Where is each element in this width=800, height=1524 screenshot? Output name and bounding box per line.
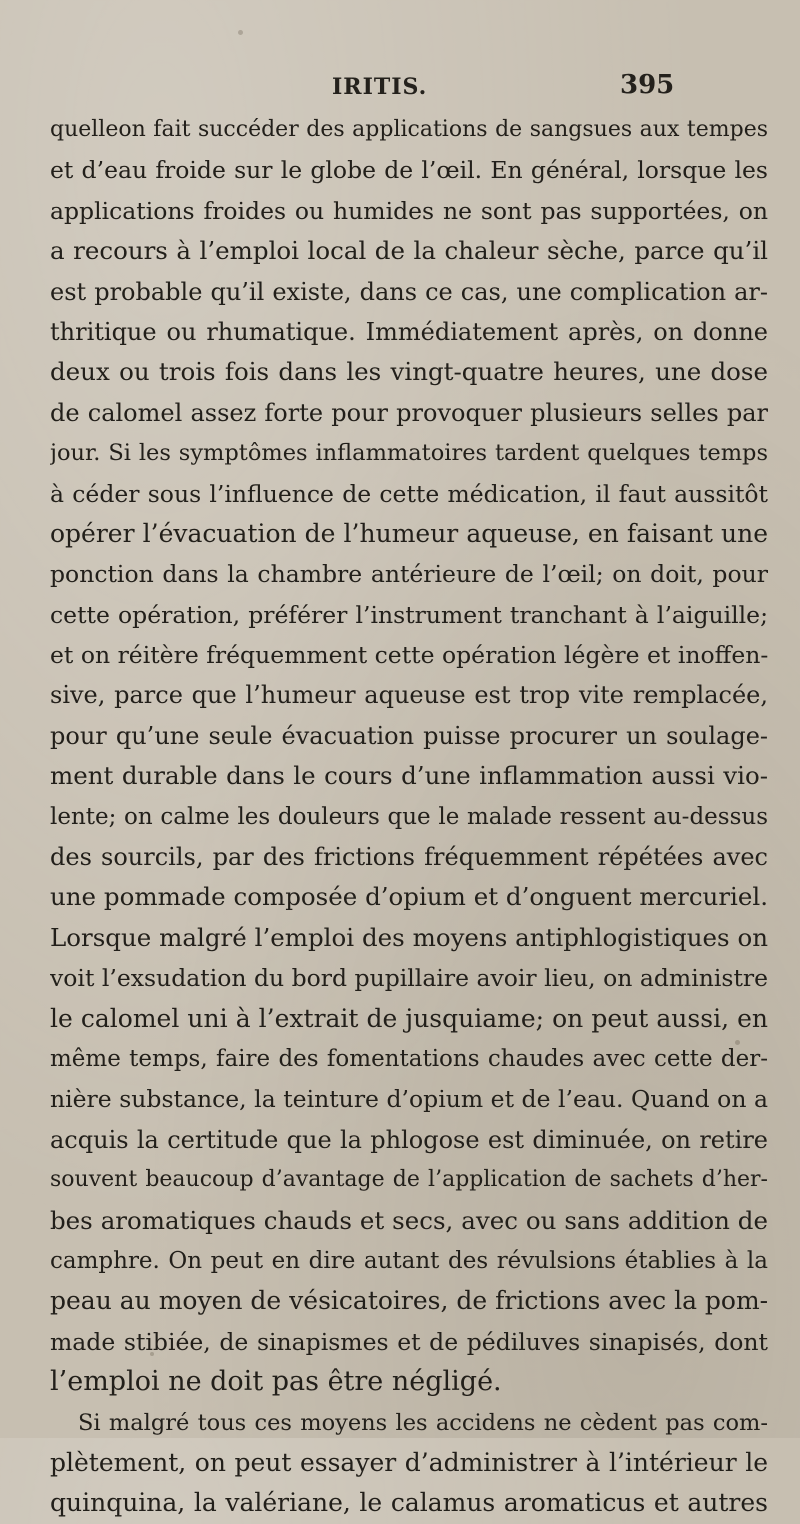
text-line: et on réitère fréquemment cette opération légère et inoffen- xyxy=(50,641,768,670)
text-line: de calomel assez forte pour provoquer plusieurs selles par xyxy=(50,398,768,427)
text-line: acquis la certitude que la phlogose est diminuée, on retire xyxy=(50,1125,768,1154)
text-line: peau au moyen de vésicatoires, de frictions avec la pom- xyxy=(50,1286,768,1316)
paragraph-end-line: l’emploi ne doit pas être négligé. xyxy=(50,1366,502,1398)
text-line: applications froides ou humides ne sont pas supportées, on xyxy=(50,196,768,225)
text-line: quinquina, la valériane, le calamus aromaticus et autres xyxy=(50,1488,768,1518)
text-line: opérer l’évacuation de l’humeur aqueuse, en faisant une xyxy=(50,518,768,548)
text-line: a recours à l’emploi local de la chaleur sèche, parce qu’il xyxy=(50,236,768,266)
running-head xyxy=(0,62,800,102)
text-line: voit l’exsudation du bord pupillaire avoir lieu, on administre xyxy=(50,964,768,993)
text-line: deux ou trois fois dans les vingt-quatre heures, une dose xyxy=(50,357,768,387)
text-line: lente; on calme les douleurs que le malade ressent au-dessus xyxy=(50,803,768,830)
body-text xyxy=(50,110,768,1524)
text-line: nière substance, la teinture d’opium et de l’eau. Quand on a xyxy=(50,1085,768,1114)
text-line: quelleon fait succéder des applications de sangsues aux tempes xyxy=(50,117,768,142)
text-line: cette opération, préférer l’instrument tranchant à l’aiguille; xyxy=(50,600,768,629)
text-line: ment durable dans le cours d’une inflammation aussi vio- xyxy=(50,761,768,791)
text-line: ponction dans la chambre antérieure de l’œil; on doit, pour xyxy=(50,560,768,589)
text-line: pour qu’une seule évacuation puisse procurer un soulage- xyxy=(50,721,768,750)
text-line: sive, parce que l’humeur aqueuse est trop vite remplacée, xyxy=(50,681,768,710)
text-line: jour. Si les symptômes inflammatoires tardent quelques temps xyxy=(50,440,768,467)
text-line: le calomel uni à l’extrait de jusquiame; on peut aussi, en xyxy=(50,1003,768,1033)
text-line: même temps, faire des fomentations chaudes avec cette der- xyxy=(50,1045,768,1072)
text-line: et d’eau froide sur le globe de l’œil. En général, lorsque les xyxy=(50,156,768,185)
text-line: à céder sous l’influence de cette médication, il faut aussitôt xyxy=(50,479,768,508)
text-line: est probable qu’il existe, dans ce cas, une complication ar- xyxy=(50,277,768,306)
text-line: plètement, on peut essayer d’administrer à l’intérieur le xyxy=(50,1447,768,1477)
text-line: made stibiée, de sinapismes et de pédiluves sinapisés, dont xyxy=(50,1327,768,1356)
text-line: bes aromatiques chauds et secs, avec ou sans addition de xyxy=(50,1205,768,1235)
text-line: thritique ou rhumatique. Immédiatement après, on donne xyxy=(50,317,768,346)
ink-speck xyxy=(238,30,243,35)
text-line: une pommade composée d’opium et d’onguent mercuriel. xyxy=(50,882,768,912)
text-line: camphre. On peut en dire autant des révulsions établies à la xyxy=(50,1247,768,1274)
text-line: souvent beaucoup d’avantage de l’application de sachets d’her- xyxy=(50,1167,768,1193)
page-number: 395 xyxy=(620,70,675,100)
text-line: Lorsque malgré l’emploi des moyens antiphlogistiques on xyxy=(50,922,768,952)
text-line: des sourcils, par des frictions fréquemment répétées avec xyxy=(50,843,768,872)
paragraph-start-line: Si malgré tous ces moyens les accidens ne cèdent pas com- xyxy=(78,1409,768,1436)
running-head-title: IRITIS. xyxy=(332,74,428,100)
